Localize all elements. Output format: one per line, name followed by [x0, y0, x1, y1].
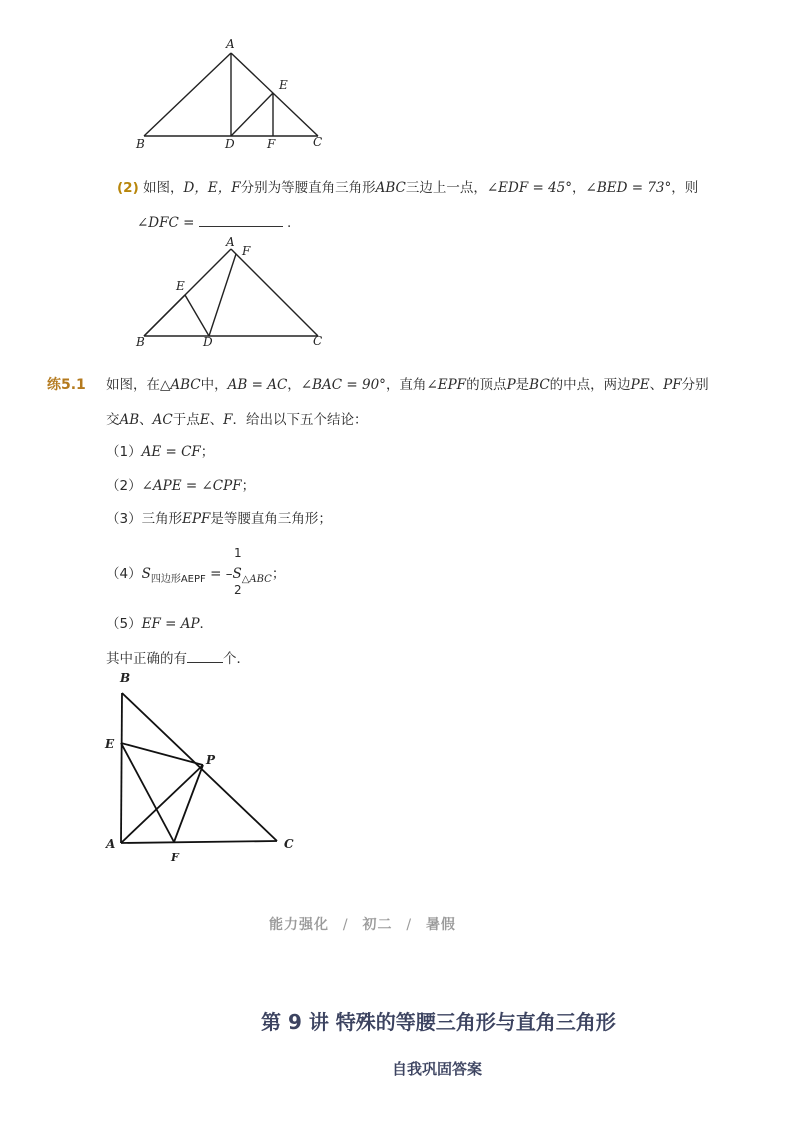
- question-text: 个．: [223, 651, 250, 667]
- ex-text: ，: [287, 377, 301, 393]
- ex-text: 于点: [172, 412, 200, 428]
- ex-f: F: [223, 412, 233, 428]
- area-symbol: S: [141, 566, 151, 582]
- lesson-title: 第 9 讲 特殊的等腰三角形与直角三角形: [261, 1010, 616, 1034]
- ex-e: E: [199, 412, 210, 428]
- fraction-numerator: 1: [234, 546, 242, 560]
- problem-2-points: D，E，F: [183, 180, 241, 196]
- conclusion-3: [106, 509, 332, 529]
- question-text: 其中正确的有: [106, 651, 187, 667]
- area-subscript-2: △ABC: [241, 574, 272, 585]
- conclusion-end: ；: [271, 566, 286, 582]
- ex-text: 、: [209, 412, 224, 428]
- conclusion-expr: EPF: [182, 511, 211, 527]
- conclusion-number: （5）: [106, 616, 142, 632]
- footer-season: 暑假: [425, 917, 456, 933]
- fraction-denominator: 2: [234, 583, 242, 597]
- ex-text: 分别: [681, 377, 709, 393]
- fig1-label-e: E: [279, 78, 288, 92]
- fig1-label-c: C: [313, 135, 323, 149]
- fig1-label-a: A: [226, 37, 235, 51]
- conclusion-number: （3）: [106, 511, 142, 527]
- fig2-label-f: F: [242, 244, 251, 258]
- answer-blank-count[interactable]: [187, 648, 223, 663]
- conclusion-number: （2）: [106, 478, 142, 494]
- ex-ac: AC: [152, 412, 173, 428]
- footer-separator: /: [406, 917, 413, 933]
- ex-text: 的中点，两边: [549, 377, 631, 393]
- problem-2-intro: 如图，: [143, 180, 184, 196]
- fig1-label-f: F: [267, 137, 276, 151]
- fig2-label-b: B: [136, 335, 145, 349]
- conclusion-end: ；: [200, 444, 215, 460]
- problem-2-line-1: [117, 178, 698, 198]
- footer-separator: /: [342, 917, 349, 933]
- problem-2-number: (2): [117, 180, 139, 196]
- exercise-label: 练5.1: [47, 377, 86, 393]
- problem-2-sep: ，: [572, 180, 586, 196]
- ex-eq: AB = AC: [227, 377, 288, 393]
- conclusion-2: [106, 476, 255, 496]
- problem-2-angle-edf: ∠EDF = 45°: [486, 180, 573, 196]
- fig3-label-f: F: [171, 851, 179, 864]
- fig3-label-a: A: [106, 837, 116, 851]
- ex-text: 中，: [200, 377, 228, 393]
- answer-blank[interactable]: [199, 212, 283, 227]
- problem-2-line-2: [137, 212, 291, 233]
- figure-2: [130, 235, 340, 350]
- ex-tri: △ABC: [160, 377, 201, 393]
- problem-2-question: ∠DFC =: [137, 215, 199, 231]
- exercise-line-2: [106, 410, 368, 430]
- conclusion-expr: ∠APE = ∠CPF: [141, 478, 242, 494]
- problem-2-angle-bed: ∠BED = 73°: [585, 180, 672, 196]
- area-subscript: 四边形AEPF: [150, 574, 206, 585]
- ex-angle: ∠BAC = 90°: [300, 377, 386, 393]
- fig3-label-p: P: [206, 753, 216, 767]
- ex-epf: ∠EPF: [426, 377, 467, 393]
- ex-text: ．给出以下五个结论：: [232, 412, 368, 428]
- conclusion-4: [106, 564, 285, 590]
- fig2-label-e: E: [176, 279, 185, 293]
- figure-3: [100, 665, 310, 870]
- problem-2-tail: ，则: [671, 180, 699, 196]
- conclusion-number: （4）: [106, 566, 142, 582]
- figure-1: [130, 35, 340, 155]
- fig2-label-d: D: [203, 335, 213, 349]
- conclusion-end: ．: [199, 616, 214, 632]
- ex-text: 、: [649, 377, 664, 393]
- conclusion-text: 三角形: [141, 511, 183, 527]
- equals-sign: =: [205, 566, 226, 582]
- fig3-label-b: B: [120, 671, 131, 685]
- area-symbol-2: S: [232, 566, 242, 582]
- conclusion-1: [106, 442, 214, 462]
- ex-text: 的顶点: [466, 377, 507, 393]
- ex-p: P: [506, 377, 516, 393]
- ex-text: 、: [139, 412, 153, 428]
- fraction-bar: –: [225, 566, 233, 582]
- ex-pe: PE: [630, 377, 650, 393]
- footer-course: 能力强化: [269, 917, 329, 933]
- ex-text: 交: [106, 412, 120, 428]
- ex-text: 如图，在: [106, 377, 160, 393]
- conclusion-text: 是等腰直角三角形；: [210, 511, 332, 527]
- conclusion-5: [106, 614, 213, 634]
- fig1-label-b: B: [136, 137, 145, 151]
- fig3-label-c: C: [284, 837, 294, 851]
- footer-brand: [269, 914, 456, 934]
- problem-2-rest: 三边上一点，: [405, 180, 487, 196]
- answer-subtitle: 自我巩固答案: [392, 1060, 483, 1078]
- footer-grade: 初二: [362, 917, 393, 933]
- problem-2-triangle: ABC: [375, 180, 406, 196]
- exercise-line-1: [106, 375, 709, 395]
- problem-2-mid: 分别为等腰直角三角形: [240, 180, 376, 196]
- ex-text: ，直角: [385, 377, 427, 393]
- fig2-label-c: C: [313, 334, 323, 348]
- conclusion-expr: AE = CF: [141, 444, 201, 460]
- conclusion-expr: EF = AP: [141, 616, 200, 632]
- conclusion-end: ；: [241, 478, 256, 494]
- conclusion-number: （1）: [106, 444, 142, 460]
- fig2-label-a: A: [226, 235, 235, 249]
- ex-text: 是: [515, 377, 530, 393]
- fig3-label-e: E: [105, 737, 115, 751]
- ex-pf: PF: [663, 377, 682, 393]
- problem-2-end: .: [287, 215, 292, 231]
- ex-bc: BC: [529, 377, 550, 393]
- fig1-label-d: D: [225, 137, 235, 151]
- ex-ab: AB: [119, 412, 140, 428]
